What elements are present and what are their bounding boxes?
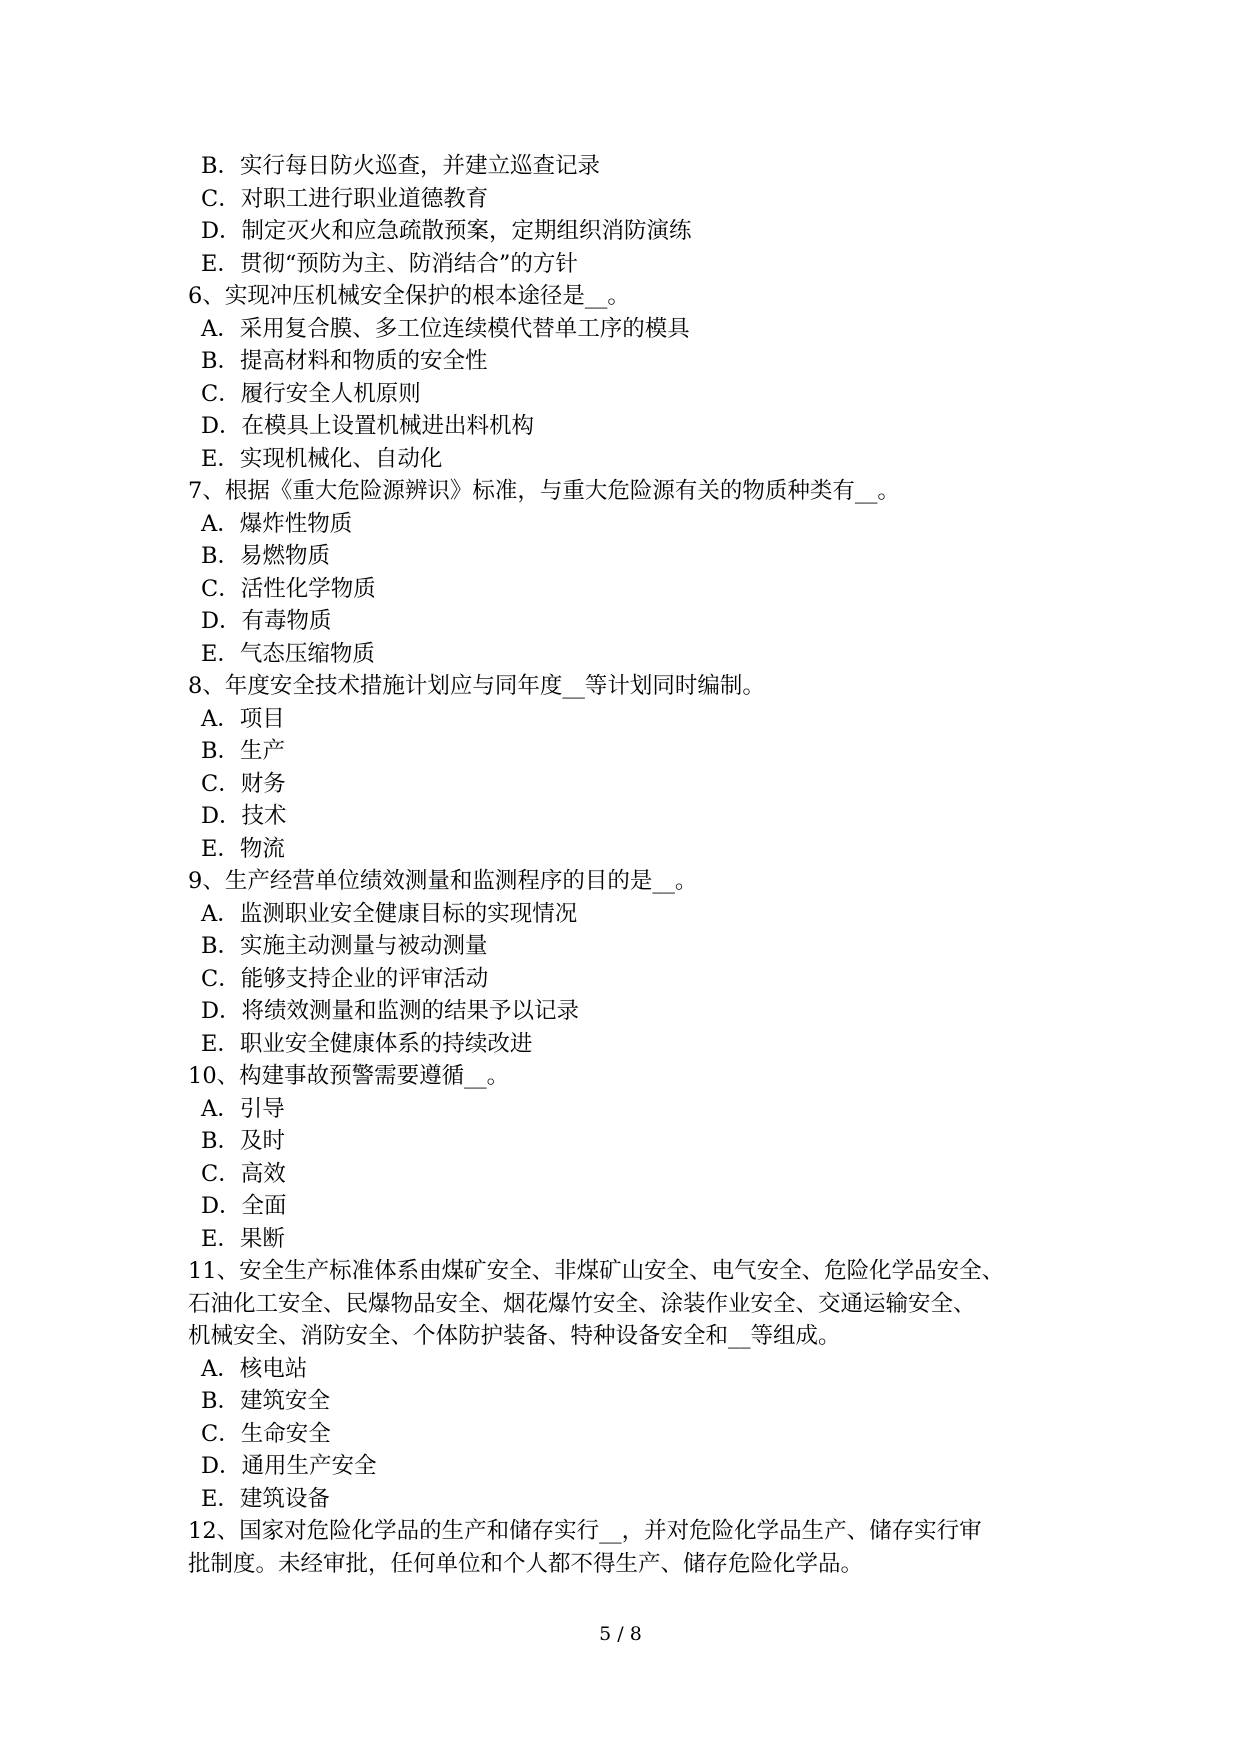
answer-option: A．采用复合膜、多工位连续模代替单工序的模具 [201,315,690,342]
answer-option: D．制定灭火和应急疏散预案，定期组织消防演练 [201,218,692,244]
answer-option: B．实施主动测量与被动测量 [201,933,488,959]
answer-option: E．气态压缩物质 [201,640,375,667]
answer-option: C．对职工进行职业道德教育 [201,185,489,212]
answer-option: B．生产 [201,738,286,764]
answer-option: C．活性化学物质 [201,575,376,602]
document-body [188,150,1088,1580]
page-number: 5 / 8 [599,1623,642,1645]
question-text: 9、生产经营单位绩效测量和监测程序的目的是__。 [188,868,698,894]
answer-option: E．职业安全健康体系的持续改进 [201,1030,533,1057]
answer-option: B．实行每日防火巡查，并建立巡查记录 [201,153,601,179]
answer-option: E．实现机械化、自动化 [201,445,443,472]
answer-option: E．建筑设备 [201,1485,330,1512]
answer-option: A．监测职业安全健康目标的实现情况 [201,900,578,927]
question-text: 10、构建事故预警需要遵循__。 [188,1063,510,1089]
answer-option: A．引导 [201,1095,285,1122]
answer-option: D．技术 [201,803,287,829]
answer-option: A．项目 [201,705,285,732]
question-text: 8、年度安全技术措施计划应与同年度__等计划同时编制。 [188,673,765,699]
answer-option: B．易燃物质 [201,543,331,569]
answer-option: B．提高材料和物质的安全性 [201,348,488,374]
answer-option: E．贯彻“预防为主、防消结合”的方针 [201,250,578,277]
question-text: 机械安全、消防安全、个体防护装备、特种设备安全和__等组成。 [188,1323,841,1349]
answer-option: C．能够支持企业的评审活动 [201,965,489,992]
answer-option: B．建筑安全 [201,1388,331,1414]
answer-option: D．全面 [201,1193,287,1219]
question-text: 7、根据《重大危险源辨识》标准，与重大危险源有关的物质种类有__。 [188,478,900,504]
answer-option: D．有毒物质 [201,608,332,634]
answer-option: C．高效 [201,1160,286,1187]
answer-option: A．爆炸性物质 [201,510,353,537]
question-text: 石油化工安全、民爆物品安全、烟花爆竹安全、涂装作业安全、交通运输安全、 [188,1290,976,1317]
answer-option: E．物流 [201,835,285,862]
answer-option: A．核电站 [201,1355,308,1382]
answer-option: E．果断 [201,1225,285,1252]
answer-option: D．将绩效测量和监测的结果予以记录 [201,998,580,1024]
question-text: 11、安全生产标准体系由煤矿安全、非煤矿山安全、电气安全、危险化学品安全、 [188,1258,1005,1284]
question-text: 批制度。未经审批，任何单位和个人都不得生产、储存危险化学品。 [188,1550,864,1577]
answer-option: C．生命安全 [201,1420,331,1447]
answer-option: C．财务 [201,770,286,797]
question-text: 6、实现冲压机械安全保护的根本途径是__。 [188,283,630,309]
question-text: 12、国家对危险化学品的生产和储存实行__，并对危险化学品生产、储存实行审 [188,1518,982,1544]
answer-option: D．通用生产安全 [201,1453,377,1479]
answer-option: B．及时 [201,1128,286,1154]
answer-option: D．在模具上设置机械进出料机构 [201,413,535,439]
answer-option: C．履行安全人机原则 [201,380,421,407]
